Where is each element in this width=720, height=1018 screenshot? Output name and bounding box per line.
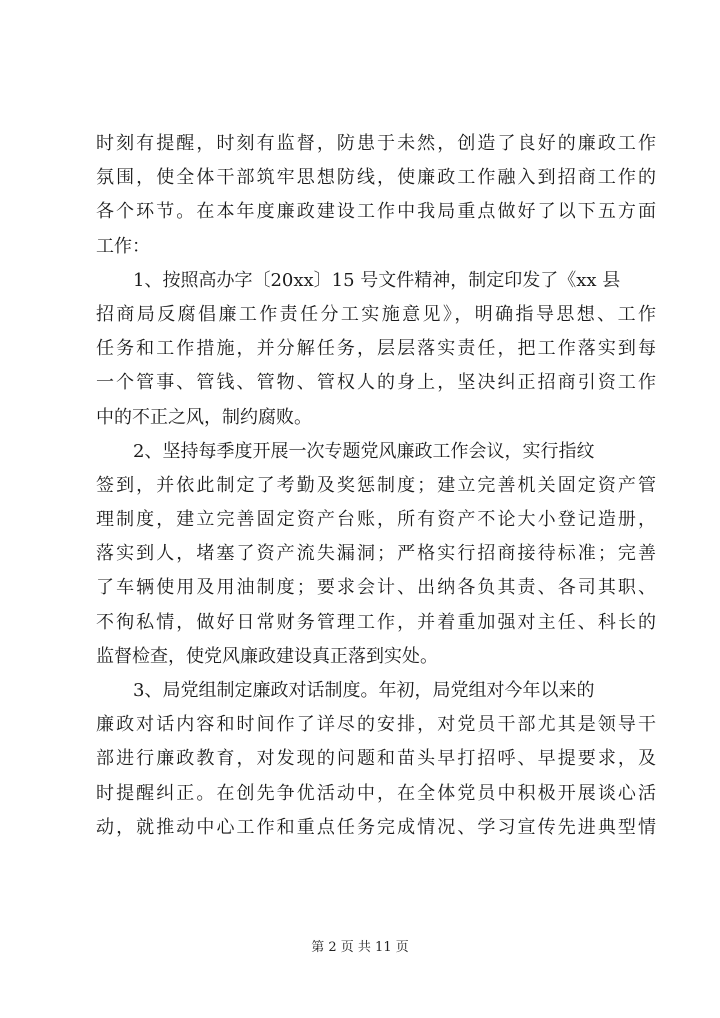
body-line: 不徇私情，做好日常财务管理工作，并着重加强对主任、科长的	[96, 611, 656, 633]
body-line: 时提醒纠正。在创先争优活动中，在全体党员中积极开展谈心活	[96, 782, 656, 804]
paragraph-1-start: 1、按照高办字〔20xx〕15 号文件精神，制定印发了《xx 县	[133, 269, 621, 291]
body-line: 落实到人，堵塞了资产流失漏洞；严格实行招商接待标准；完善	[96, 543, 656, 565]
body-line: 中的不正之风，制约腐败。	[96, 406, 312, 428]
body-line: 部进行廉政教育，对发现的问题和苗头早打招呼、早提要求，及	[96, 748, 656, 770]
body-line: 监督检查，使党风廉政建设真正落到实处。	[96, 645, 438, 667]
body-line: 廉政对话内容和时间作了详尽的安排，对党员干部尤其是领导干	[96, 714, 656, 736]
body-line: 动，就推动中心工作和重点任务完成情况、学习宣传先进典型情	[96, 816, 656, 838]
body-line: 工作：	[96, 235, 150, 257]
body-line: 理制度，建立完善固定资产台账，所有资产不论大小登记造册，	[96, 509, 656, 531]
body-line: 时刻有提醒，时刻有监督，防患于未然，创造了良好的廉政工作	[96, 133, 656, 154]
paragraph-3-start: 3、局党组制定廉政对话制度。年初，局党组对今年以来的	[133, 680, 595, 701]
body-line: 任务和工作措施，并分解任务，层层落实责任，把工作落实到每	[96, 338, 656, 360]
page-number-footer: 第 2 页 共 11 页	[311, 940, 409, 955]
document-body	[96, 127, 656, 845]
body-line: 氛围，使全体干部筑牢思想防线，使廉政工作融入到招商工作的	[96, 167, 656, 189]
paragraph-2-start: 2、坚持每季度开展一次专题党风廉政工作会议，实行指纹	[133, 440, 595, 462]
body-line: 了车辆使用及用油制度；要求会计、出纳各负其责、各司其职、	[96, 577, 656, 599]
body-line: 招商局反腐倡廉工作责任分工实施意见》，明确指导思想、工作	[96, 303, 656, 325]
body-line: 签到，并依此制定了考勤及奖惩制度；建立完善机关固定资产管	[96, 474, 656, 496]
body-line: 各个环节。在本年度廉政建设工作中我局重点做好了以下五方面	[96, 201, 656, 223]
body-line: 一个管事、管钱、管物、管权人的身上，坚决纠正招商引资工作	[96, 372, 656, 394]
